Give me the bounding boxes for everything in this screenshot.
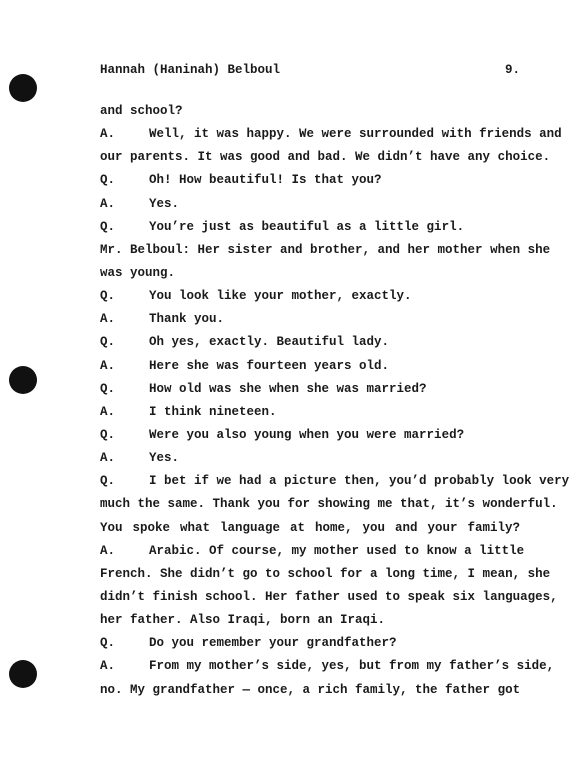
line-text: Oh yes, exactly. Beautiful lady. bbox=[149, 335, 390, 350]
line-text: You look like your mother, exactly. bbox=[149, 289, 412, 304]
transcript-line bbox=[100, 493, 558, 516]
line-text: You spoke what language at home, you and your family? bbox=[100, 520, 520, 535]
transcript-line bbox=[100, 586, 558, 609]
line-text: I bet if we had a picture then, you’d probably look very bbox=[149, 474, 570, 489]
transcript-line bbox=[100, 355, 520, 378]
transcript-line bbox=[100, 378, 520, 401]
line-text: her father. Also Iraqi, born an Iraqi. bbox=[100, 613, 386, 628]
line-text: Here she was fourteen years old. bbox=[149, 358, 390, 373]
transcript-line bbox=[100, 470, 570, 493]
line-text: Mr. Belboul: Her sister and brother, and her mother when she bbox=[100, 242, 551, 257]
speaker-label: A. bbox=[100, 404, 116, 419]
speaker-label: Q. bbox=[100, 219, 116, 234]
transcript-line bbox=[100, 100, 520, 123]
line-text: Were you also young when you were married? bbox=[149, 427, 465, 442]
punch-hole-middle bbox=[9, 366, 37, 394]
transcript-line bbox=[100, 262, 520, 285]
line-text: didn’t finish school. Her father used to speak six languages, bbox=[100, 589, 558, 604]
line-text: our parents. It was good and bad. We didn’t have any choice. bbox=[100, 150, 551, 165]
speaker-label: Q. bbox=[100, 289, 116, 304]
speaker-label: A. bbox=[100, 543, 116, 558]
line-text: Do you remember your grandfather? bbox=[149, 636, 397, 651]
transcript-line bbox=[100, 632, 520, 655]
speaker-label: Q. bbox=[100, 173, 116, 188]
line-text: no. My grandfather — once, a rich family, the father got bbox=[100, 682, 521, 697]
line-text: Thank you. bbox=[149, 312, 225, 327]
punch-hole-top bbox=[9, 74, 37, 102]
punch-hole-bottom bbox=[9, 660, 37, 688]
speaker-label: A. bbox=[100, 127, 116, 142]
speaker-label: Q. bbox=[100, 335, 116, 350]
line-text: You’re just as beautiful as a little girl. bbox=[149, 219, 465, 234]
speaker-label: Q. bbox=[100, 636, 116, 651]
line-text: Yes. bbox=[149, 451, 180, 466]
line-text: How old was she when she was married? bbox=[149, 381, 427, 396]
transcript-line bbox=[100, 424, 520, 447]
speaker-label: A. bbox=[100, 196, 116, 211]
transcript-line bbox=[100, 193, 520, 216]
line-text: and school? bbox=[100, 104, 183, 118]
transcript-line bbox=[100, 285, 520, 308]
transcript-line bbox=[100, 146, 551, 169]
transcript-line bbox=[100, 123, 562, 146]
speaker-label: A. bbox=[100, 312, 116, 327]
speaker-label: A. bbox=[100, 659, 116, 674]
speaker-label: Q. bbox=[100, 427, 116, 442]
header-title: Hannah (Haninah) Belboul bbox=[100, 63, 281, 77]
transcript-line bbox=[100, 308, 520, 331]
transcript-line bbox=[100, 679, 520, 702]
line-text: was young. bbox=[100, 265, 176, 280]
transcript-line bbox=[100, 401, 520, 424]
transcript-line bbox=[100, 540, 525, 563]
transcript-line bbox=[100, 239, 551, 262]
line-text: Oh! How beautiful! Is that you? bbox=[149, 173, 382, 188]
transcript-line bbox=[100, 563, 551, 586]
transcript-line bbox=[100, 655, 555, 678]
line-text: French. She didn’t go to school for a long time, I mean, she bbox=[100, 566, 551, 581]
transcript-body bbox=[100, 100, 570, 702]
transcript-line bbox=[100, 447, 520, 470]
transcript-line bbox=[100, 609, 520, 632]
speaker-label: A. bbox=[100, 358, 116, 373]
line-text: I think nineteen. bbox=[149, 404, 277, 419]
speaker-label: Q. bbox=[100, 474, 116, 489]
speaker-label: Q. bbox=[100, 381, 116, 396]
transcript-line bbox=[100, 331, 520, 354]
speaker-label: A. bbox=[100, 451, 116, 466]
line-text: From my mother’s side, yes, but from my father’s side, bbox=[149, 659, 555, 674]
line-text: Yes. bbox=[149, 196, 180, 211]
page-number: 9. bbox=[504, 63, 520, 77]
line-text: Arabic. Of course, my mother used to know a little bbox=[149, 543, 525, 558]
line-text: much the same. Thank you for showing me that, it’s wonderful. bbox=[100, 497, 558, 512]
transcript-line bbox=[100, 517, 520, 540]
line-text: Well, it was happy. We were surrounded with friends and bbox=[149, 127, 562, 142]
transcript-line bbox=[100, 216, 520, 239]
transcript-line bbox=[100, 169, 520, 192]
